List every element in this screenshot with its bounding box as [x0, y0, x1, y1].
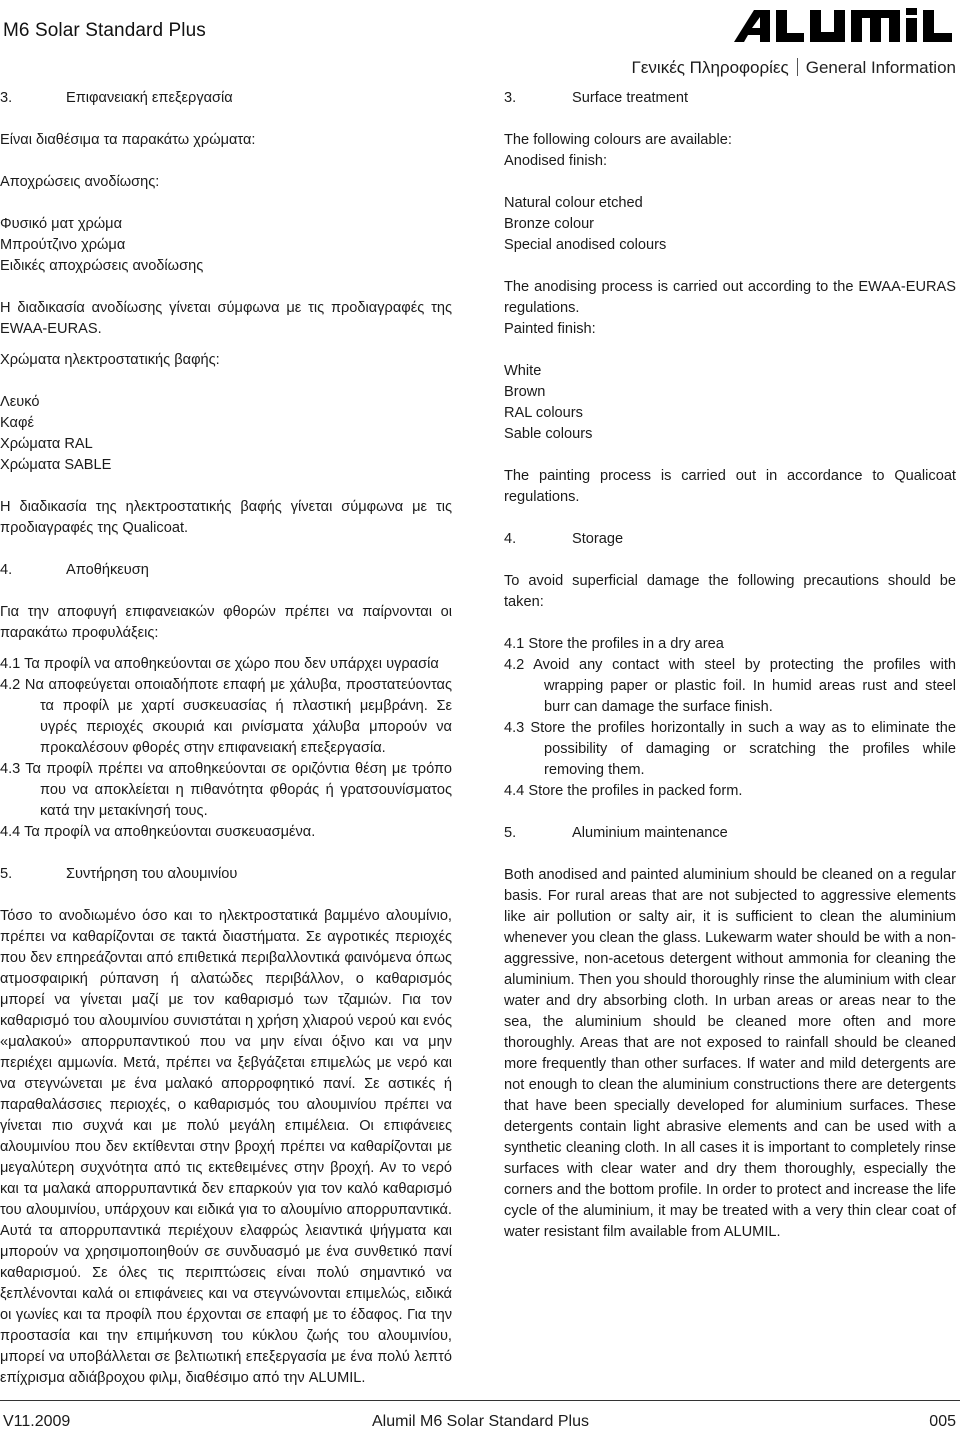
heading-maintenance: 5. Aluminium maintenance: [504, 825, 728, 841]
list-item: RAL colours: [504, 405, 583, 421]
storage-item-4-4: 4.4 Τα προφίλ να αποθηκεύονται συσκευασμένα.: [0, 824, 316, 840]
list-item: Καφέ: [0, 415, 34, 431]
painting-process: Η διαδικασία της ηλεκτροστατικής βαφής γίνεται σύμφωνα με τις προδιαγραφές της Qualicoat.: [0, 499, 452, 536]
storage-item-4-3: 4.3 Store the profiles horizontally in such a way as to eliminate the possibility of damaging or scratching the profiles while removing them.: [504, 720, 956, 778]
greek-column: [0, 88, 452, 1389]
list-item: Bronze colour: [504, 216, 595, 232]
list-item: Χρώματα RAL: [0, 436, 93, 452]
english-column: [504, 88, 956, 1243]
heading-maintenance: 5. Συντήρηση του αλουμινίου: [0, 866, 238, 882]
list-item: Μπρούτζινο χρώμα: [0, 237, 126, 253]
storage-item-4-2: 4.2 Avoid any contact with steel by protecting the profiles with wrapping paper or plastic foil. In humid areas rust and steel burr can damage the surface finish.: [504, 657, 956, 715]
maintenance-text: Both anodised and painted aluminium should be cleaned on a regular basis. For rural areas that are not subjected to aggressive elements like air pollution or salty air, it is sufficient to clean the aluminium whenever you clean the glass. Lukewarm water should be with a non-aggressive, non-acetous detergent without ammonia for cleaning the aluminium. Then you should thoroughly rinse the aluminium with clear water and dry absorbing cloth. In urban areas or areas near to the sea, the aluminium should be cleaned more often and more thoroughly. Areas that are not exposed to rainfall should be cleaned more frequently than other surfaces. If water and mild detergents are not enough to clean the aluminium constructions there are detergents that have been specially developed for aluminium surfaces. These detergents contain light abrasive elements and can be used with a synthetic cleaning cloth. In all cases it is important to completely rinse surfaces with clear water and dry them thoroughly, especially the corners and the bottom profile. In order to protect and increase the life cycle of the aluminium, it may be treated with a very thin clear coat of water resistant film available from ALUMIL.: [504, 867, 956, 1240]
page-title: M6 Solar Standard Plus: [3, 20, 206, 41]
anodised-label: Αποχρώσεις ανοδίωσης:: [0, 174, 160, 190]
footer-page-number: 005: [929, 1413, 956, 1430]
storage-intro: Για την αποφυγή επιφανειακών φθορών πρέπει να παίρνονται οι παρακάτω προφυλάξεις:: [0, 604, 452, 641]
storage-item-4-1: 4.1 Τα προφίλ να αποθηκεύονται σε χώρο που δεν υπάρχει υγρασία: [0, 656, 439, 672]
section-heading-greek: Γενικές Πληροφορίες: [631, 58, 789, 77]
heading-surface-treatment: 3. Επιφανειακή επεξεργασία: [0, 90, 233, 106]
section-heading-english: General Information: [805, 58, 956, 77]
heading-divider: [797, 58, 798, 76]
list-item: Φυσικό ματ χρώμα: [0, 216, 123, 232]
storage-intro: To avoid superficial damage the following precautions should be taken:: [504, 573, 956, 610]
storage-item-4-2: 4.2 Να αποφεύγεται οποιαδήποτε επαφή με χάλυβα, προστατεύοντας τα προφίλ με χαρτί συσκευασίας ή πλαστική μεμβράνη. Σε υγρές περιοχές σκουριά και ρινίσματα χάλυβα μπορούν να προκαλέσουν φθορές στην επιφανειακή επεξεργασία.: [0, 677, 452, 756]
anodising-process: The anodising process is carried out according to the EWAA-EURAS regulations.: [504, 279, 956, 316]
anodised-label: Anodised finish:: [504, 153, 608, 169]
heading-storage: 4. Storage: [504, 531, 624, 547]
list-item: Sable colours: [504, 426, 593, 442]
list-item: Ειδικές αποχρώσεις ανοδίωσης: [0, 258, 204, 274]
footer-version: V11.2009: [3, 1413, 71, 1430]
section-heading: [631, 58, 956, 78]
list-item: Χρώματα SABLE: [0, 457, 112, 473]
storage-item-4-3: 4.3 Τα προφίλ πρέπει να αποθηκεύονται σε οριζόντια θέση με τρόπο που να αποκλείεται η πιθανότητα φθοράς ή γρατσουνίσματος κατά την μετακίνησή τους.: [0, 761, 452, 819]
storage-item-4-4: 4.4 Store the profiles in packed form.: [504, 783, 743, 799]
available-colours: Είναι διαθέσιμα τα παρακάτω χρώματα:: [0, 132, 256, 148]
list-item: Natural colour etched: [504, 195, 643, 211]
list-item: Brown: [504, 384, 546, 400]
list-item: Special anodised colours: [504, 237, 667, 253]
anodising-process: Η διαδικασία ανοδίωσης γίνεται σύμφωνα με τις προδιαγραφές της EWAA-EURAS.: [0, 300, 452, 337]
list-item: White: [504, 363, 542, 379]
maintenance-text: Τόσο το ανοδιωμένο όσο και το ηλεκτροστατικά βαμμένο αλουμίνιο, πρέπει να καθαρίζονται σε τακτά διαστήματα. Σε αγροτικές περιοχές που δεν επηρεάζονται από επιθετικά περιβαλλοντικά φαινόμενα όπως ατμοσφαιρική ρύπανση ή αλατώδες περιβάλλον, ο καθαρισμός μπορεί να γίνεται μαζί με τον καθαρισμό των τζαμιών. Για τον καθαρισμό του αλουμινίου συνιστάται η χρήση χλιαρού νερού και ενός «μαλακού» απορρυπαντικού που να μην είναι όξινο και να μην περιέχει αμμωνία. Μετά, πρέπει να ξεβγάζεται επιμελώς με νερό και να στεγνώνεται με ένα μαλακό απορροφητικό πανί. Σε αστικές ή παραθαλάσσιες περιοχές, ο καθαρισμός του αλουμινίου πρέπει να γίνεται πιο συχνά και με πολύ μεγάλη επιμέλεια. Οι επιφάνειες αλουμινίου που δεν εκτίθενται στην βροχή πρέπει να καθαρίζονται με μεγαλύτερη συχνότητα από τις εκτεθειμένες στην βροχή. Αν το νερό και τα μαλακά απορρυπαντικά δεν επαρκούν για τον καλό καθαρισμό του αλουμινίου, υπάρχουν και ειδικά για το αλουμίνιο απορρυπαντικά. Αυτά τα απορρυπαντικά περιέχουν ελαφρώς λειαντικά ψήγματα και μπορούν να χρησιμοποιηθούν σε συνδυασμό με ένα συνθετικό πανί καθαρισμού. Σε όλες τις περιπτώσεις είναι πολύ σημαντικό να ξεπλένονται καλά οι επιφάνειες και να στεγνώνονται επιμελώς, ειδικά οι γωνίες και τα προφίλ που έρχονται σε επαφή με το έδαφος. Για την προστασία και την επιμήκυνση του κύκλου ζωής του αλουμινίου, μπορεί να υποβάλλεται σε βελτιωτική επεξεργασία με ένα πολύ λεπτό επίχρισμα αδιάβροχου φιλμ, διαθέσιμο από την ALUMIL.: [0, 908, 452, 1386]
available-colours: The following colours are available:: [504, 132, 732, 148]
footer-product: Alumil M6 Solar Standard Plus: [372, 1413, 589, 1430]
painted-label: Χρώματα ηλεκτροστατικής βαφής:: [0, 352, 220, 368]
alumil-logo: [732, 8, 954, 44]
heading-storage: 4. Αποθήκευση: [0, 562, 149, 578]
heading-surface-treatment: 3. Surface treatment: [504, 90, 688, 106]
list-item: Λευκό: [0, 394, 40, 410]
painted-label: Painted finish:: [504, 321, 596, 337]
painting-process: The painting process is carried out in accordance to Qualicoat regulations.: [504, 468, 956, 505]
page-footer: [0, 1400, 960, 1430]
storage-item-4-1: 4.1 Store the profiles in a dry area: [504, 636, 724, 652]
